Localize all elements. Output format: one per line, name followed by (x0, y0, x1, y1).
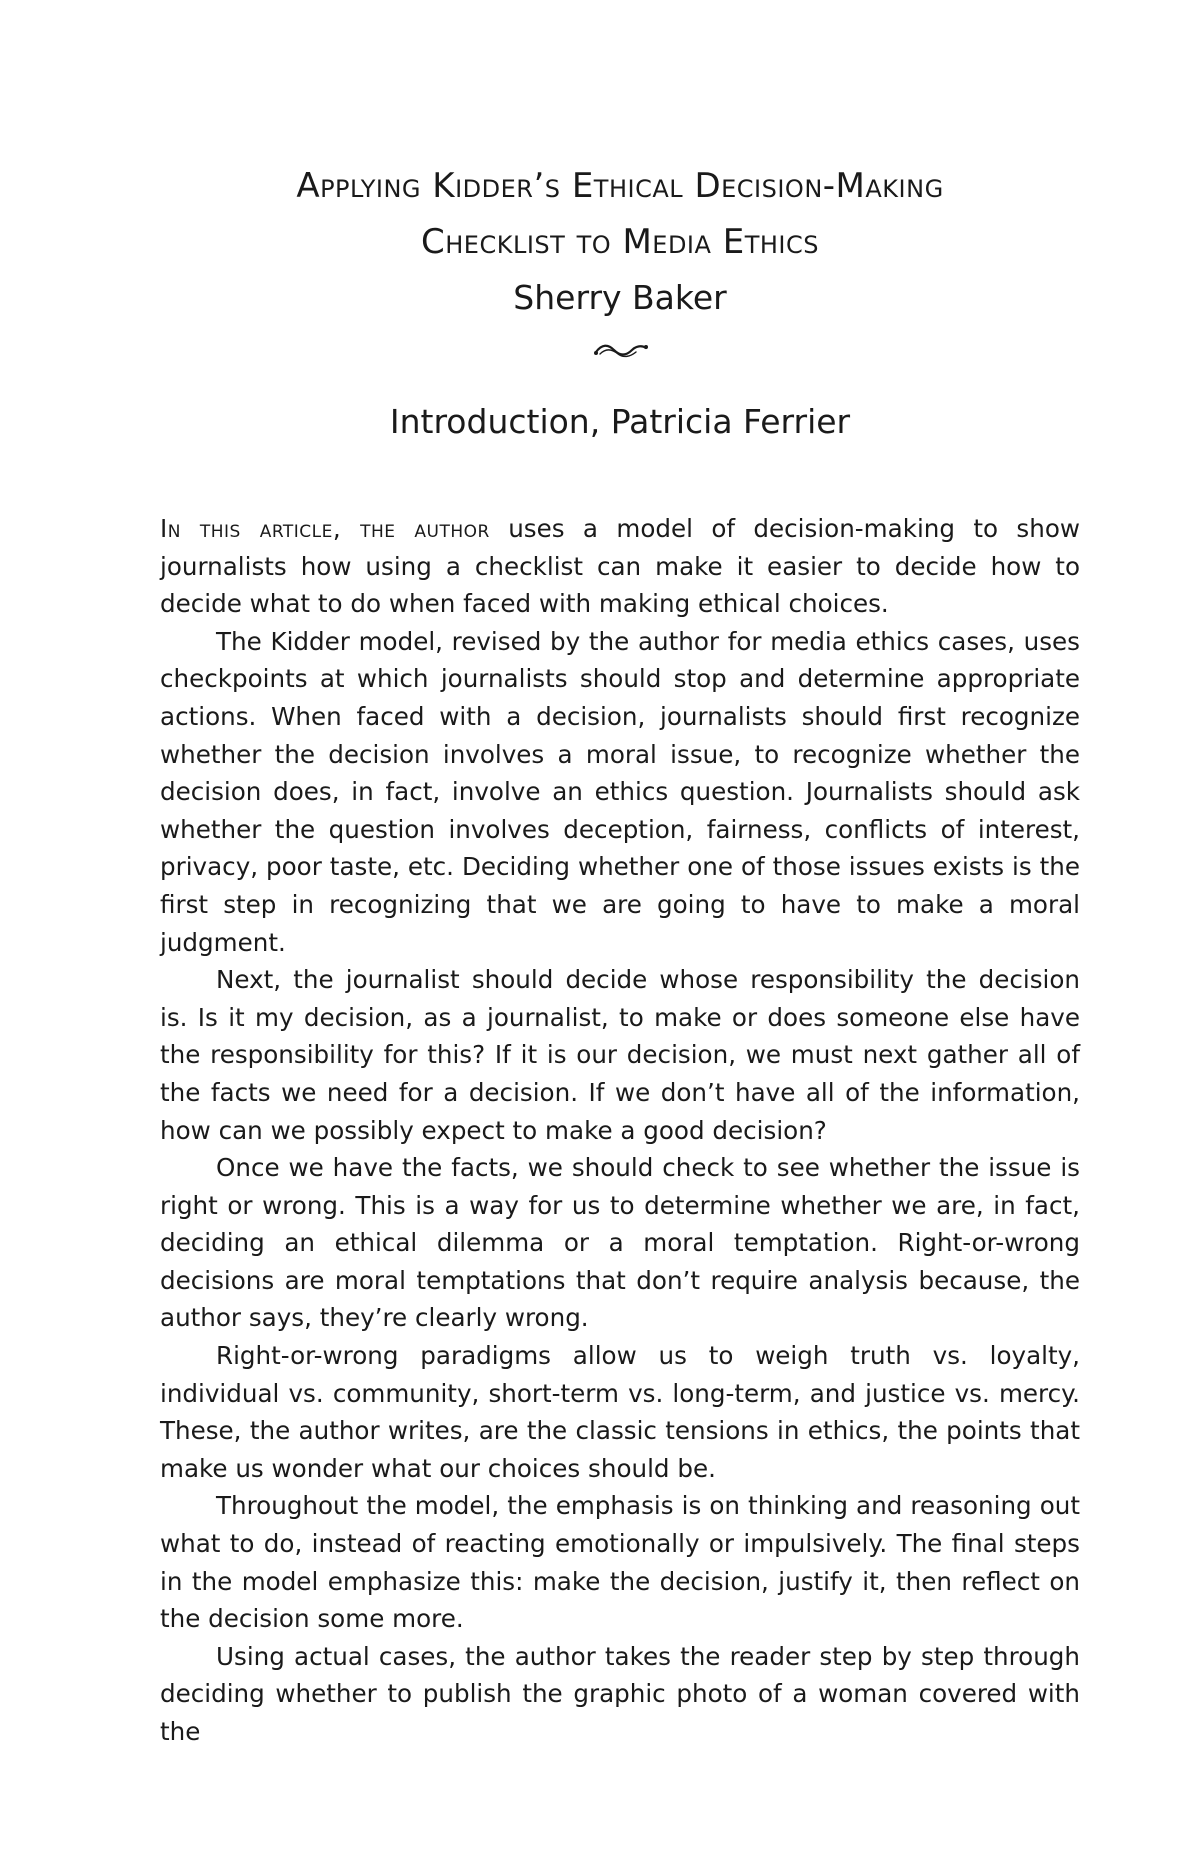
fleuron-ornament-icon (592, 338, 650, 362)
body-paragraph: Once we have the facts, we should check to see whether the issue is right or wrong. This is a way for us to determine whether we are, in fact, deciding an ethical dilemma or a moral temptation. Right-or-wrong decisions are moral temptations that don’t require analysis because, the author says, they’re clearly wrong. (160, 1153, 1080, 1333)
body-paragraph (160, 510, 1080, 623)
article-title-line-1: Applying Kidder’s Ethical Decision-Making (296, 166, 944, 206)
body-paragraph: Using actual cases, the author takes the reader step by step through deciding whether to publish the graphic photo of a woman covered with the (160, 1641, 1080, 1746)
body-paragraph: Throughout the model, the emphasis is on thinking and reasoning out what to do, instead of reacting emotionally or impulsively. The final steps in the model emphasize this: make the decision, justify it, then reflect on the decision some more. (160, 1491, 1080, 1634)
article-title (160, 158, 1080, 270)
body-paragraph: The Kidder model, revised by the author for media ethics cases, uses checkpoints at which journalists should stop and determine appropriate actions. When faced with a decision, journalists should first recognize whether the decision involves a moral issue, to recognize whether the decision does, in fact, involve an ethics question. Journalists should ask whether the question involves deception, fairness, conflicts of interest, privacy, poor taste, etc. Deciding whether one of those issues exists is the first step in recognizing that we are going to have to make a moral judgment. (160, 626, 1080, 957)
body-paragraph: Next, the journalist should decide whose responsibility the decision is. Is it my decision, as a journalist, to make or does someone else have the responsibility for this? If it is our decision, we must next gather all of the facts we need for a decision. If we don’t have all of the information, how can we possibly expect to make a good decision? (160, 965, 1080, 1145)
article-body (160, 510, 1080, 1751)
article-title-line-2: Checklist to Media Ethics (421, 222, 819, 262)
lead-in-small-caps: In this article, the author (160, 514, 490, 543)
page (160, 0, 1080, 1855)
body-paragraph: Right-or-wrong paradigms allow us to weigh truth vs. loyalty, individual vs. community, short-term vs. long-term, and justice vs. mercy. These, the author writes, are the classic tensions in ethics, the points that make us wonder what our choices should be. (160, 1341, 1080, 1483)
article-author: Sherry Baker (513, 278, 727, 317)
introduction-heading: Introduction, Patricia Ferrier (389, 402, 851, 441)
paragraph-text: uses a model of decision-making to show journalists how using a checklist can make it easier to decide how to decide what to do when faced with making ethical choices. (160, 514, 1080, 619)
